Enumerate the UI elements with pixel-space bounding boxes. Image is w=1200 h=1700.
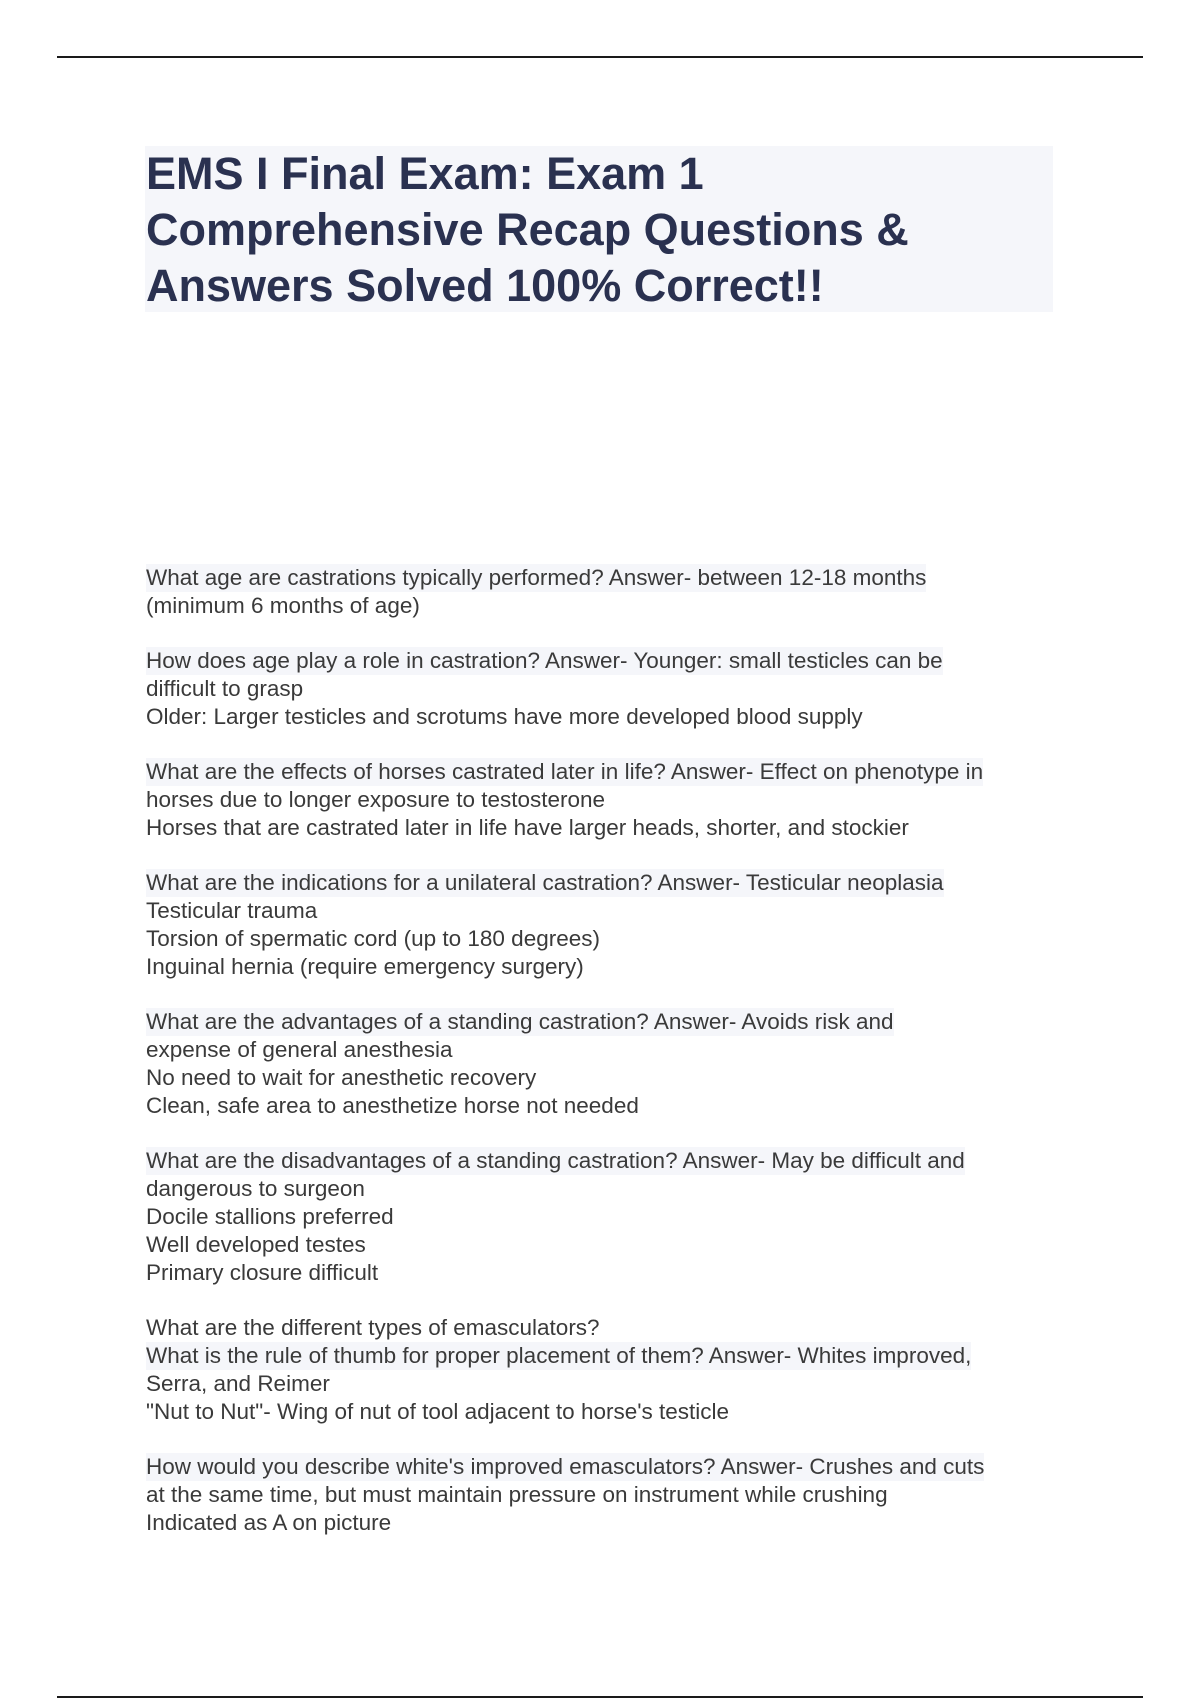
qa-item-2 bbox=[146, 647, 1076, 731]
qa-item-8 bbox=[146, 1453, 1076, 1537]
qa-line: expense of general anesthesia bbox=[146, 1037, 453, 1062]
qa-line: at the same time, but must maintain pressure on instrument while crushing bbox=[146, 1482, 888, 1507]
qa-line: How does age play a role in castration? Answer- Younger: small testicles can be bbox=[146, 648, 943, 673]
qa-item-7 bbox=[146, 1314, 1076, 1426]
qa-line: Well developed testes bbox=[146, 1232, 366, 1257]
qa-line: Older: Larger testicles and scrotums have more developed blood supply bbox=[146, 704, 863, 729]
qa-line: What are the different types of emasculators? bbox=[146, 1315, 600, 1340]
title-line-1: EMS I Final Exam: Exam 1 bbox=[146, 148, 704, 199]
qa-line: Torsion of spermatic cord (up to 180 degrees) bbox=[146, 926, 600, 951]
qa-list bbox=[146, 564, 1076, 1564]
qa-line: No need to wait for anesthetic recovery bbox=[146, 1065, 537, 1090]
qa-line: Clean, safe area to anesthetize horse not needed bbox=[146, 1093, 639, 1118]
title-line-3: Answers Solved 100% Correct!! bbox=[146, 260, 824, 311]
bottom-rule bbox=[57, 1696, 1143, 1698]
title-line-2: Comprehensive Recap Questions & bbox=[146, 204, 909, 255]
qa-line: (minimum 6 months of age) bbox=[146, 593, 420, 618]
qa-line: How would you describe white's improved emasculators? Answer- Crushes and cuts bbox=[146, 1454, 985, 1479]
qa-line: Horses that are castrated later in life have larger heads, shorter, and stockier bbox=[146, 815, 909, 840]
qa-line: Serra, and Reimer bbox=[146, 1371, 330, 1396]
qa-line: Docile stallions preferred bbox=[146, 1204, 394, 1229]
qa-item-6 bbox=[146, 1147, 1076, 1287]
qa-line: What is the rule of thumb for proper placement of them? Answer- Whites improved, bbox=[146, 1343, 972, 1368]
qa-line: What are the indications for a unilateral castration? Answer- Testicular neoplasia bbox=[146, 870, 944, 895]
top-rule bbox=[57, 56, 1143, 58]
qa-item-3 bbox=[146, 758, 1076, 842]
qa-line: "Nut to Nut"- Wing of nut of tool adjacent to horse's testicle bbox=[146, 1399, 730, 1424]
qa-item-5 bbox=[146, 1008, 1076, 1120]
document-title bbox=[146, 146, 1046, 314]
qa-line: horses due to longer exposure to testosterone bbox=[146, 787, 606, 812]
qa-line: Inguinal hernia (require emergency surgery) bbox=[146, 954, 584, 979]
qa-item-1 bbox=[146, 564, 1076, 620]
qa-line: difficult to grasp bbox=[146, 676, 304, 701]
qa-line: Testicular trauma bbox=[146, 898, 318, 923]
qa-line: What age are castrations typically performed? Answer- between 12-18 months bbox=[146, 565, 927, 590]
qa-line: What are the disadvantages of a standing castration? Answer- May be difficult and bbox=[146, 1148, 965, 1173]
qa-line: Indicated as A on picture bbox=[146, 1510, 392, 1535]
qa-line: Primary closure difficult bbox=[146, 1260, 379, 1285]
qa-line: What are the effects of horses castrated later in life? Answer- Effect on phenotype in bbox=[146, 759, 984, 784]
qa-line: What are the advantages of a standing castration? Answer- Avoids risk and bbox=[146, 1009, 894, 1034]
qa-line: dangerous to surgeon bbox=[146, 1176, 365, 1201]
qa-item-4 bbox=[146, 869, 1076, 981]
